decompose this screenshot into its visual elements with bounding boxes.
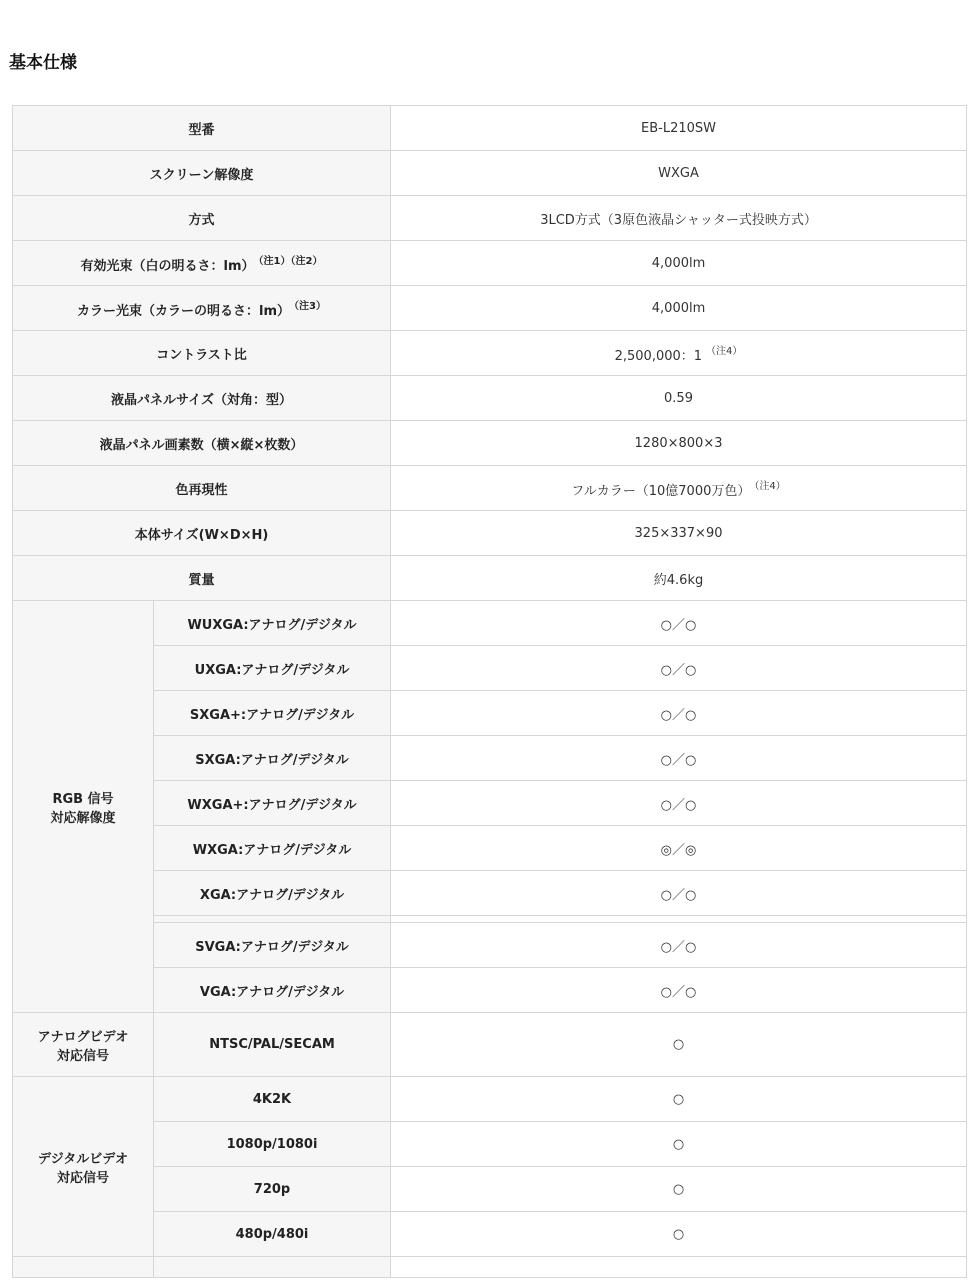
table-row <box>13 736 967 781</box>
analog-video-value: ○ <box>391 1013 967 1077</box>
rgb-label: SXGA:アナログ/デジタル <box>154 736 391 781</box>
spec-value: 4,000lm <box>391 241 967 286</box>
digital-video-value: ○ <box>391 1167 967 1212</box>
rgb-label: UXGA:アナログ/デジタル <box>154 646 391 691</box>
table-row <box>13 601 967 646</box>
table-row <box>13 421 967 466</box>
spec-table <box>12 105 967 1278</box>
table-row <box>13 781 967 826</box>
analog-video-label: NTSC/PAL/SECAM <box>154 1013 391 1077</box>
spec-value: EB-L210SW <box>391 106 967 151</box>
table-row-spacer <box>13 916 967 923</box>
table-row <box>13 871 967 916</box>
spec-value: 3LCD方式（3原色液晶シャッター式投映方式） <box>391 196 967 241</box>
digital-video-group-label <box>13 1077 154 1257</box>
group-label-line: アナログビデオ <box>37 1029 129 1045</box>
rgb-group-label <box>13 601 154 1013</box>
footnote: （注3） <box>294 301 326 312</box>
digital-video-label: 1080p/1080i <box>154 1122 391 1167</box>
spec-value: 約4.6kg <box>391 556 967 601</box>
table-row <box>13 1122 967 1167</box>
rgb-label: WXGA:アナログ/デジタル <box>154 826 391 871</box>
table-row <box>13 1212 967 1257</box>
rgb-value: ○／○ <box>391 781 967 826</box>
digital-video-value: ○ <box>391 1077 967 1122</box>
spec-value: 4,000lm <box>391 286 967 331</box>
spec-value: 1280×800×3 <box>391 421 967 466</box>
spec-label: 方式 <box>13 196 391 241</box>
digital-video-label: 720p <box>154 1167 391 1212</box>
rgb-value: ○／○ <box>391 923 967 968</box>
table-row <box>13 1167 967 1212</box>
table-row <box>13 466 967 511</box>
cutoff-cell <box>391 1257 967 1278</box>
table-row <box>13 151 967 196</box>
table-row <box>13 511 967 556</box>
spec-value: フルカラー（10億7000万色） <box>571 484 751 499</box>
group-label-line: 対応解像度 <box>50 810 116 826</box>
group-label-line: RGB 信号 <box>52 791 114 807</box>
rgb-label: VGA:アナログ/デジタル <box>154 968 391 1013</box>
rgb-value: ○／○ <box>391 968 967 1013</box>
rgb-label: SXGA+:アナログ/デジタル <box>154 691 391 736</box>
rgb-value: ○／○ <box>391 871 967 916</box>
rgb-label: SVGA:アナログ/デジタル <box>154 923 391 968</box>
page-title: 基本仕様 <box>9 53 77 73</box>
spec-label: 液晶パネルサイズ（対角：型） <box>13 376 391 421</box>
digital-video-value: ○ <box>391 1122 967 1167</box>
rgb-value: ◎／◎ <box>391 826 967 871</box>
spacer-cell <box>391 916 967 923</box>
spec-value: 325×337×90 <box>391 511 967 556</box>
spec-label: コントラスト比 <box>13 331 391 376</box>
footnote: （注4） <box>754 481 786 492</box>
spec-value: 0.59 <box>391 376 967 421</box>
group-label-line: デジタルビデオ <box>38 1151 128 1167</box>
spec-value: WXGA <box>391 151 967 196</box>
digital-video-value: ○ <box>391 1212 967 1257</box>
rgb-value: ○／○ <box>391 646 967 691</box>
table-row <box>13 968 967 1013</box>
rgb-label: XGA:アナログ/デジタル <box>154 871 391 916</box>
spec-value: 2,500,000：1 <box>614 349 703 364</box>
table-row <box>13 826 967 871</box>
spec-value-cell <box>391 466 967 511</box>
footnote: （注1）（注2） <box>258 256 323 267</box>
table-row <box>13 1077 967 1122</box>
table-row <box>13 646 967 691</box>
table-row <box>13 691 967 736</box>
spec-label: スクリーン解像度 <box>13 151 391 196</box>
rgb-value: ○／○ <box>391 736 967 781</box>
table-row <box>13 241 967 286</box>
spec-label: 有効光束（白の明るさ：lm） <box>80 259 255 274</box>
spec-label: 本体サイズ(W×D×H) <box>13 511 391 556</box>
table-row <box>13 331 967 376</box>
group-label-line: 対応信号 <box>56 1048 109 1064</box>
table-row <box>13 286 967 331</box>
cutoff-cell <box>13 1257 154 1278</box>
table-row-cutoff <box>13 1257 967 1278</box>
analog-video-group-label <box>13 1013 154 1077</box>
spec-label: 質量 <box>13 556 391 601</box>
table-row <box>13 376 967 421</box>
digital-video-label: 4K2K <box>154 1077 391 1122</box>
table-row <box>13 556 967 601</box>
rgb-value: ○／○ <box>391 601 967 646</box>
spec-value-cell <box>391 331 967 376</box>
rgb-label: WUXGA:アナログ/デジタル <box>154 601 391 646</box>
spec-label-cell <box>13 286 391 331</box>
digital-video-label: 480p/480i <box>154 1212 391 1257</box>
table-row <box>13 923 967 968</box>
cutoff-cell <box>154 1257 391 1278</box>
spec-label: カラー光束（カラーの明るさ：lm） <box>77 304 291 319</box>
footnote: （注4） <box>706 346 743 357</box>
table-row <box>13 196 967 241</box>
rgb-value: ○／○ <box>391 691 967 736</box>
table-row <box>13 1013 967 1077</box>
spec-label: 型番 <box>13 106 391 151</box>
spacer-cell <box>154 916 391 923</box>
spec-label-cell <box>13 241 391 286</box>
spec-label: 色再現性 <box>13 466 391 511</box>
table-row <box>13 106 967 151</box>
rgb-label: WXGA+:アナログ/デジタル <box>154 781 391 826</box>
spec-label: 液晶パネル画素数（横×縦×枚数） <box>13 421 391 466</box>
group-label-line: 対応信号 <box>56 1170 109 1186</box>
